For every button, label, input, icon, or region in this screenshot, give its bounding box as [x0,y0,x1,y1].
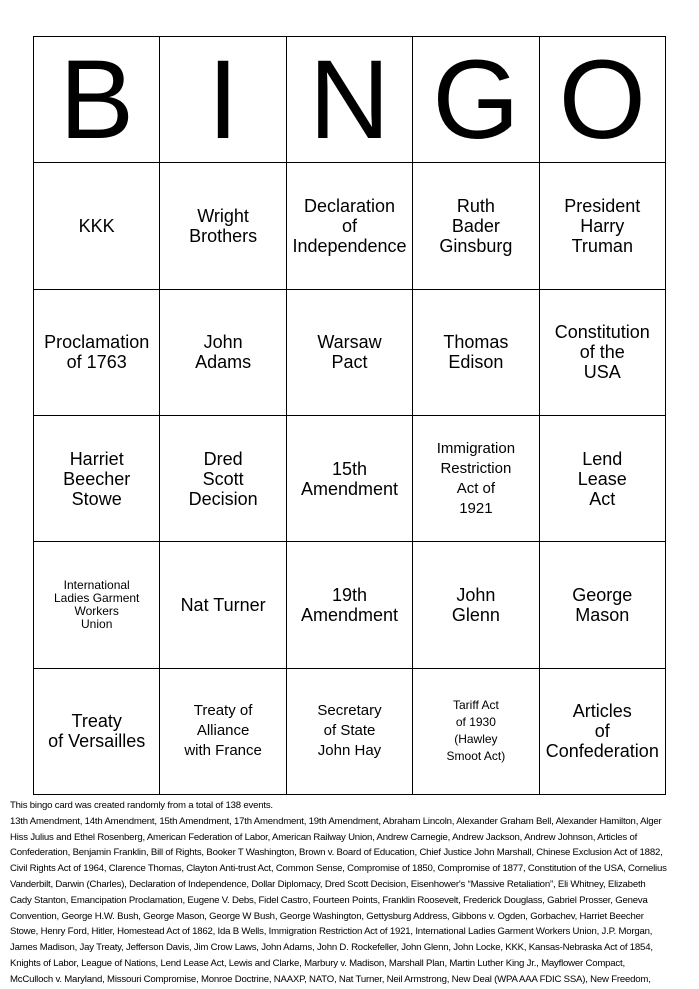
bingo-cell: President Harry Truman [540,163,666,289]
bingo-cell: Wright Brothers [160,163,286,289]
event-list-footer [10,798,694,988]
bingo-cell: Dred Scott Decision [160,416,286,542]
bingo-cell: Proclamation of 1763 [34,290,160,416]
footer-line: Hiss Julius and Ethel Rosenberg, American Federation of Labor, American Railway Union, Andrew Carnegie, Andrew Jackson, Andrew Johnson, Articles of [10,831,638,843]
bingo-cell: Immigration Restriction Act of 1921 [413,416,539,542]
bingo-cell: Nat Turner [160,542,286,668]
footer-line: Cady Stanton, Emancipation Proclamation, Eugene V. Debs, Fidel Castro, Fourteen Points, Franklin Roosevelt, Frederick Douglass, Gabriel Prosser, Geneva [10,894,648,906]
footer-line: Knights of Labor, League of Nations, Lend Lease Act, Lewis and Clarke, Marbury v. Madison, Marshall Plan, Martin Luther King Jr., Mayflower Compact, [10,957,625,969]
bingo-cell: John Adams [160,290,286,416]
bingo-cell: 15th Amendment [287,416,413,542]
footer-line: 13th Amendment, 14th Amendment, 15th Amendment, 17th Amendment, 19th Amendment, Abraham Lincoln, Alexander Graham Bell, Alexander Hamilton, Alger [10,815,662,827]
bingo-cell: Declaration of Independence [287,163,413,289]
footer-line: Confederation, Benjamin Franklin, Bill of Rights, Booker T Washington, Brown v. Board of Education, Chief Justice John Marshall, Chinese Exclusion Act of 1882, [10,847,663,859]
header-letter: B [34,37,160,163]
bingo-cell: John Glenn [413,542,539,668]
bingo-cell: Constitution of the USA [540,290,666,416]
footer-line: This bingo card was created randomly from a total of 138 events. [10,800,273,811]
bingo-cell: Ruth Bader Ginsburg [413,163,539,289]
footer-line: Stowe, Henry Ford, Hitler, Homestead Act of 1862, Ida B Wells, Immigration Restriction Act of 1921, International Ladies Garment Workers Union, J.P. Morgan, [10,926,653,938]
bingo-cell: Lend Lease Act [540,416,666,542]
footer-line: Convention, George H.W. Bush, George Mason, George W Bush, George Washington, Gettysburg Address, Gibbons v. Ogden, Gorbachev, Harriet Beecher [10,910,644,922]
footer-line: Vanderbilt, Darwin (Charles), Declaration of Independence, Dollar Diplomacy, Dred Scott Decision, Eisenhower's “Massive Retaliation”, Eli Whitney, Elizabeth [10,878,646,890]
header-letter: G [413,37,539,163]
bingo-cell: Tariff Act of 1930 (Hawley Smoot Act) [413,669,539,795]
bingo-card [33,36,666,795]
header-letter: I [160,37,286,163]
footer-line: Civil Rights Act of 1964, Clarence Thomas, Clayton Anti-trust Act, Common Sense, Compromise of 1850, Compromise of 1877, Constitution of the USA, Cornelius [10,863,667,875]
bingo-cell: Warsaw Pact [287,290,413,416]
bingo-cell: Treaty of Alliance with France [160,669,286,795]
header-letter: N [287,37,413,163]
bingo-cell: George Mason [540,542,666,668]
bingo-cell: Thomas Edison [413,290,539,416]
bingo-cell: Secretary of State John Hay [287,669,413,795]
bingo-cell: KKK [34,163,160,289]
header-letter: O [540,37,666,163]
bingo-cell: Articles of Confederation [540,669,666,795]
bingo-cell: Treaty of Versailles [34,669,160,795]
footer-line: James Madison, Jay Treaty, Jefferson Davis, Jim Crow Laws, John Adams, John D. Rockefeller, John Glenn, John Locke, KKK, Kansas-Nebraska Act of 1854, [10,942,653,954]
bingo-cell: International Ladies Garment Workers Union [34,542,160,668]
bingo-cell: Harriet Beecher Stowe [34,416,160,542]
footer-line: McCulloch v. Maryland, Missouri Compromise, Monroe Doctrine, NAAXP, NATO, Nat Turner, Neil Armstrong, New Deal (WPA AAA FDIC SSA), New Freedom, [10,973,651,985]
bingo-cell: 19th Amendment [287,542,413,668]
